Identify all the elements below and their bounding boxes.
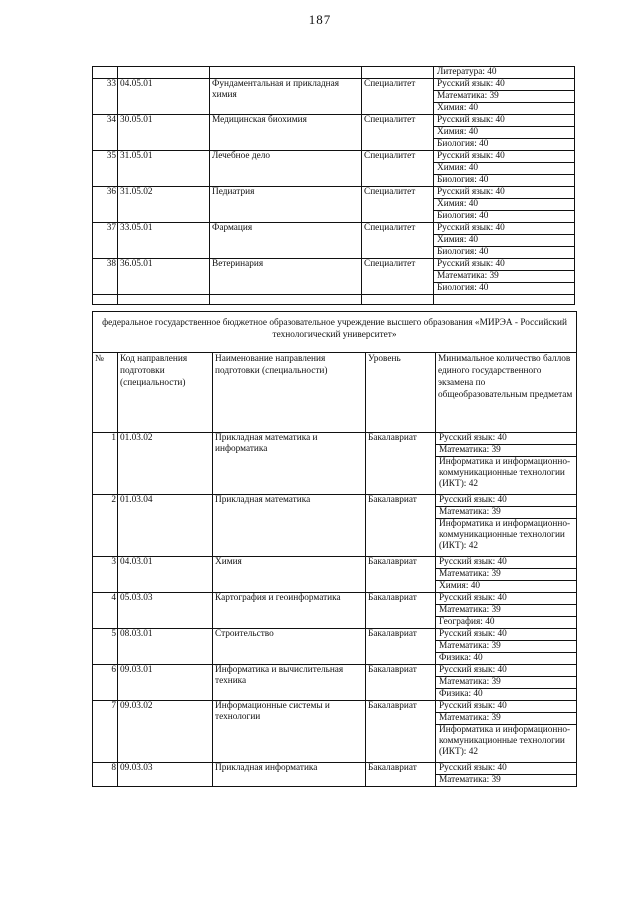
direction-code: 08.03.01 <box>118 629 213 665</box>
subject-min-score: Русский язык: 40 <box>434 115 575 127</box>
subject-min-score: Физика: 40 <box>436 689 577 701</box>
subject-min-score: Математика: 39 <box>436 641 577 653</box>
education-level: Бакалавриат <box>366 665 436 701</box>
subject-min-score: Физика: 40 <box>436 653 577 665</box>
subject-min-score: Русский язык: 40 <box>436 629 577 641</box>
subject-min-score: Биология: 40 <box>434 211 575 223</box>
row-number: 1 <box>93 433 118 495</box>
subject-min-score: Математика: 39 <box>434 91 575 103</box>
subject-min-score: Информатика и информационно-коммуникационные технологии (ИКТ): 42 <box>436 457 577 495</box>
row-number: 33 <box>93 79 118 115</box>
direction-name: Прикладная математика и информатика <box>213 433 366 495</box>
page-number: 187 <box>308 12 332 27</box>
empty-cell <box>362 67 434 79</box>
direction-code: 01.03.02 <box>118 433 213 495</box>
education-level: Бакалавриат <box>366 593 436 629</box>
subject-min-score: Химия: 40 <box>434 199 575 211</box>
education-level: Бакалавриат <box>366 433 436 495</box>
direction-code: 36.05.01 <box>118 259 210 295</box>
direction-name: Прикладная информатика <box>213 763 366 787</box>
subject-min-score: Математика: 39 <box>436 569 577 581</box>
row-number: 3 <box>93 557 118 593</box>
education-level: Бакалавриат <box>366 701 436 763</box>
subject-min-score: Русский язык: 40 <box>436 495 577 507</box>
table-row <box>93 67 575 79</box>
subject-min-score: Математика: 39 <box>436 605 577 617</box>
row-number: 5 <box>93 629 118 665</box>
table-row <box>93 115 575 127</box>
empty-cell <box>93 295 118 305</box>
direction-name: Прикладная математика <box>213 495 366 557</box>
direction-name: Ветеринария <box>210 259 362 295</box>
subject-min-score: Русский язык: 40 <box>434 187 575 199</box>
empty-cell <box>210 67 362 79</box>
table-row <box>93 593 577 605</box>
direction-code: 01.03.04 <box>118 495 213 557</box>
direction-code: 31.05.01 <box>118 151 210 187</box>
education-level: Бакалавриат <box>366 763 436 787</box>
direction-name: Лечебное дело <box>210 151 362 187</box>
subject-min-score: Математика: 39 <box>436 445 577 457</box>
table-row <box>93 259 575 271</box>
subject-min-score: Русский язык: 40 <box>436 557 577 569</box>
direction-code: 09.03.03 <box>118 763 213 787</box>
direction-name: Строительство <box>213 629 366 665</box>
direction-name: Картография и геоинформатика <box>213 593 366 629</box>
empty-cell <box>434 295 575 305</box>
education-level: Специалитет <box>362 259 434 295</box>
subject-min-score: Химия: 40 <box>434 127 575 139</box>
admission-table-continued <box>92 66 575 305</box>
table-row <box>93 701 577 713</box>
empty-cell <box>362 295 434 305</box>
direction-name: Фармация <box>210 223 362 259</box>
subject-min-score: Информатика и информационно-коммуникационные технологии (ИКТ): 42 <box>436 725 577 763</box>
table-row <box>93 557 577 569</box>
header-num: № <box>93 353 118 433</box>
header-score: Минимальное количество баллов единого государственного экзамена по общеобразовательным предметам <box>436 353 577 433</box>
subject-min-score: Биология: 40 <box>434 139 575 151</box>
subject-min-score: Математика: 39 <box>436 713 577 725</box>
direction-code: 09.03.01 <box>118 665 213 701</box>
row-number: 2 <box>93 495 118 557</box>
table-row <box>93 187 575 199</box>
table-row <box>93 665 577 677</box>
table-row <box>93 763 577 775</box>
subject-min-score: Информатика и информационно-коммуникационные технологии (ИКТ): 42 <box>436 519 577 557</box>
subject-min-score: Химия: 40 <box>434 103 575 115</box>
direction-code: 04.03.01 <box>118 557 213 593</box>
direction-code: 05.03.03 <box>118 593 213 629</box>
row-number: 37 <box>93 223 118 259</box>
direction-name: Педиатрия <box>210 187 362 223</box>
row-number: 6 <box>93 665 118 701</box>
subject-min-score: Математика: 39 <box>436 677 577 689</box>
subject-min-score: Химия: 40 <box>436 581 577 593</box>
subject-min-score: Математика: 39 <box>436 775 577 787</box>
direction-code: 04.05.01 <box>118 79 210 115</box>
empty-cell <box>118 295 210 305</box>
subject-min-score: Русский язык: 40 <box>436 593 577 605</box>
row-number: 34 <box>93 115 118 151</box>
header-name: Наименование направления подготовки (специальности) <box>213 353 366 433</box>
subject-min-score: Русский язык: 40 <box>436 701 577 713</box>
direction-code: 30.05.01 <box>118 115 210 151</box>
direction-code: 31.05.02 <box>118 187 210 223</box>
subject-min-score: Русский язык: 40 <box>434 79 575 91</box>
empty-cell <box>118 67 210 79</box>
subject-min-score: Химия: 40 <box>434 163 575 175</box>
subject-min-score: Биология: 40 <box>434 247 575 259</box>
education-level: Специалитет <box>362 223 434 259</box>
direction-name: Информационные системы и технологии <box>213 701 366 763</box>
direction-code: 33.05.01 <box>118 223 210 259</box>
subject-min-score: Русский язык: 40 <box>434 151 575 163</box>
table-row <box>93 79 575 91</box>
education-level: Специалитет <box>362 115 434 151</box>
education-level: Бакалавриат <box>366 495 436 557</box>
subject-min-score: География: 40 <box>436 617 577 629</box>
subject-min-score: Русский язык: 40 <box>436 763 577 775</box>
row-number: 35 <box>93 151 118 187</box>
row-number: 7 <box>93 701 118 763</box>
subject-min-score: Литература: 40 <box>434 67 575 79</box>
subject-min-score: Математика: 39 <box>434 271 575 283</box>
education-level: Бакалавриат <box>366 557 436 593</box>
subject-min-score: Химия: 40 <box>434 235 575 247</box>
education-level: Бакалавриат <box>366 629 436 665</box>
subject-min-score: Русский язык: 40 <box>434 223 575 235</box>
subject-min-score: Русский язык: 40 <box>434 259 575 271</box>
row-number: 4 <box>93 593 118 629</box>
table-row <box>93 495 577 507</box>
table-row <box>93 629 577 641</box>
table-row <box>93 151 575 163</box>
table-row <box>93 223 575 235</box>
header-level: Уровень <box>366 353 436 433</box>
education-level: Специалитет <box>362 151 434 187</box>
subject-min-score: Русский язык: 40 <box>436 665 577 677</box>
direction-name: Медицинская биохимия <box>210 115 362 151</box>
education-level: Специалитет <box>362 187 434 223</box>
admission-table-mirea <box>92 311 577 787</box>
subject-min-score: Биология: 40 <box>434 175 575 187</box>
organization-title: федеральное государственное бюджетное образовательное учреждение высшего образования «МИРЭА - Российский технологический университет» <box>93 312 577 353</box>
spacer-row <box>93 295 575 305</box>
direction-code: 09.03.02 <box>118 701 213 763</box>
subject-min-score: Математика: 39 <box>436 507 577 519</box>
subject-min-score: Биология: 40 <box>434 283 575 295</box>
empty-cell <box>93 67 118 79</box>
subject-min-score: Русский язык: 40 <box>436 433 577 445</box>
education-level: Специалитет <box>362 79 434 115</box>
empty-cell <box>210 295 362 305</box>
row-number: 8 <box>93 763 118 787</box>
header-code: Код направления подготовки (специальности) <box>118 353 213 433</box>
table-row <box>93 433 577 445</box>
direction-name: Химия <box>213 557 366 593</box>
direction-name: Информатика и вычислительная техника <box>213 665 366 701</box>
row-number: 36 <box>93 187 118 223</box>
direction-name: Фундаментальная и прикладная химия <box>210 79 362 115</box>
row-number: 38 <box>93 259 118 295</box>
